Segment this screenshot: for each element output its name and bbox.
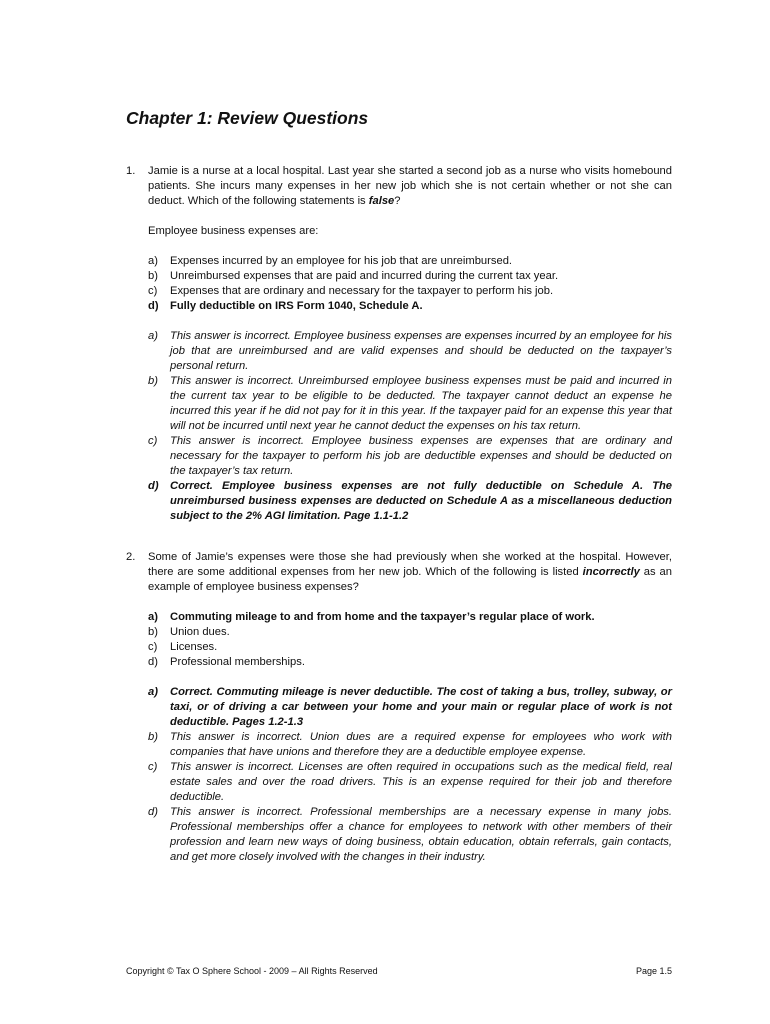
option-item: b) Unreimbursed expenses that are paid and incurred during the current tax year. <box>148 270 559 282</box>
option-item-correct: d) Fully deductible on IRS Form 1040, Schedule A. <box>148 300 423 312</box>
page-title: Chapter 1: Review Questions <box>126 108 369 128</box>
answer-item: b) This answer is incorrect. Union dues are a required expense for employees who work with companies that have unions and therefore they are a deductible employee expense. <box>148 731 672 758</box>
option-item: d) Professional memberships. <box>148 656 305 668</box>
option-item: c) Licenses. <box>148 641 218 653</box>
answer-item: c) This answer is incorrect. Employee business expenses are expenses that are ordinary and necessary for the taxpayer to perform his job are deductible expenses and should be deducted on the taxpayer’s tax return. <box>148 435 672 477</box>
question-lead: Employee business expenses are: <box>148 225 319 237</box>
option-item: b) Union dues. <box>148 626 230 638</box>
options-list <box>148 610 672 670</box>
question-2 <box>126 550 672 865</box>
answer-item-correct: a) Correct. Commuting mileage is never deductible. The cost of taking a bus, trolley, subway, or taxi, or of driving a car between your home and your main or regular place of work is not deductible. Pages 1.2-1.3 <box>148 686 672 728</box>
option-item: c) Expenses that are ordinary and necessary for the taxpayer to perform his job. <box>148 285 554 297</box>
page-footer <box>126 966 672 976</box>
option-item: a) Expenses incurred by an employee for his job that are unreimbursed. <box>148 255 513 267</box>
answers-list <box>148 685 672 865</box>
question-stem: Some of Jamie’s expenses were those she had previously when she worked at the hospital. However, there are some additional expenses from her new job. Which of the following is listed incorrectly as an example of employee business expenses? <box>148 551 672 593</box>
question-number: 2. <box>126 551 136 563</box>
question-1 <box>126 164 672 524</box>
answer-item: b) This answer is incorrect. Unreimbursed employee business expenses must be paid and incurred in the current tax year to be eligible to be deducted. The taxpayer cannot deduct an expense he incurred this year if he did not pay for it in this year. If the taxpayer paid for an expense this year that will not be incurred until next year he cannot deduct the expenses on his tax return. <box>148 375 672 432</box>
options-list <box>148 254 672 314</box>
answer-item-correct: d) Correct. Employee business expenses are not fully deductible on Schedule A. The unreimbursed business expenses are deducted on Schedule A as a miscellaneous deduction subject to the 2% AGI limitation. Page 1.1-1.2 <box>148 480 672 522</box>
answer-item: d) This answer is incorrect. Professional memberships are a necessary expense in many jobs. Professional memberships offer a chance for employees to network with other members of their profession and learn new ways of doing business, obtain education, obtain referrals, gain contacts, and get more closely involved with the changes in their industry. <box>148 806 672 863</box>
copyright-text: Copyright © Tax O Sphere School - 2009 – All Rights Reserved <box>126 966 378 976</box>
emphasis-word: incorrectly <box>582 566 640 578</box>
page-number: Page 1.5 <box>635 966 672 976</box>
option-item-correct: a) Commuting mileage to and from home and the taxpayer’s regular place of work. <box>148 611 595 623</box>
question-stem: Jamie is a nurse at a local hospital. Last year she started a second job as a nurse who visits homebound patients. She incurs many expenses in her new job which she is not certain whether or not she can deduct. Which of the following statements is false? <box>148 165 672 207</box>
emphasis-word: false <box>368 195 395 207</box>
answer-item: a) This answer is incorrect. Employee business expenses are expenses incurred by an employee for his job that are unreimbursed and are valid expenses and should be deducted on the taxpayer’s personal return. <box>148 330 672 372</box>
answers-list <box>148 329 672 524</box>
question-number: 1. <box>126 165 136 177</box>
answer-item: c) This answer is incorrect. Licenses are often required in occupations such as the medical field, real estate sales and over the road drivers. This is an expense required for their job and therefore deductible. <box>148 761 672 803</box>
